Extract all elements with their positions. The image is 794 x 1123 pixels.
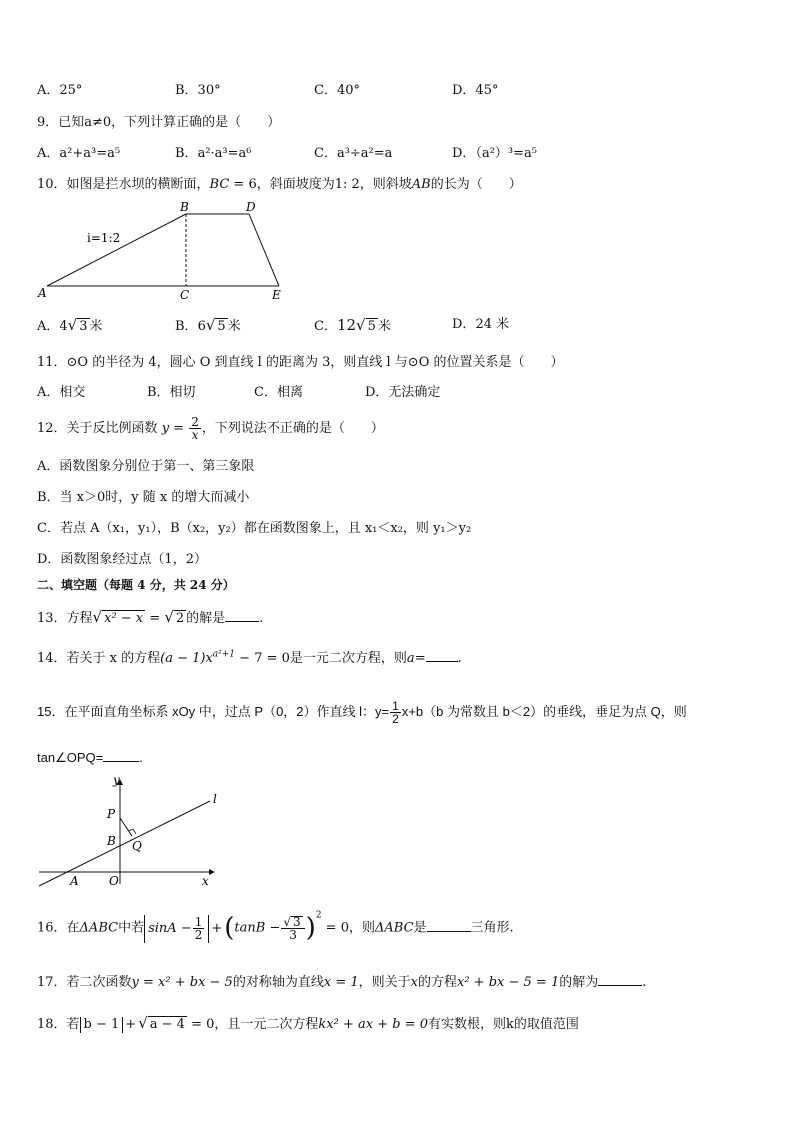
- q10-dam-figure: [30, 200, 300, 304]
- q9-option-a[interactable]: A．a²+a³=a⁵: [37, 146, 121, 161]
- q15-segment-pq: [120, 818, 132, 836]
- q8-option-b[interactable]: B．30°: [175, 83, 221, 98]
- q17-stem: 17．若二次函数y = x² + bx − 5的对称轴为直线x = 1，则关于x的方程x² + bx − 5 = 1的解为 .: [37, 975, 647, 990]
- q10-label-b: B: [180, 200, 189, 214]
- q10-stem: 10．如图是拦水坝的横断面，BC = 6，斜面坡度为1: 2，则斜坡AB的长为（ ）: [37, 177, 522, 192]
- q10-label-d: D: [246, 200, 256, 214]
- q9-option-d[interactable]: D．（a²）³=a⁵: [452, 146, 537, 161]
- q11-stem: 11．⊙O 的半径为 4，圆心 O 到直线 l 的距离为 3，则直线 l 与⊙O 的位置关系是（ ）: [37, 355, 564, 370]
- q15-label-l: l: [213, 792, 217, 806]
- q11-option-a[interactable]: A．相交: [37, 385, 86, 400]
- q8-option-c[interactable]: C．40°: [314, 83, 360, 98]
- q15-label-x: x: [202, 874, 209, 888]
- q10-option-a[interactable]: A．4√ 3 米: [37, 316, 103, 334]
- q15-label-q: Q: [132, 839, 142, 853]
- q15-answer-blank[interactable]: [103, 749, 139, 762]
- q14-stem: 14．若关于 x 的方程$(a - 1)x^{a^2+1} - 7 = 0$是一元二次方程，则a= .: [37, 649, 462, 666]
- q10-option-b[interactable]: B．6√ 5 米: [175, 316, 241, 334]
- q13-answer-blank[interactable]: [225, 609, 259, 622]
- q10-slope-label: i=1:2: [87, 231, 121, 245]
- q10-options: [37, 316, 737, 336]
- q8-options: [37, 82, 737, 100]
- q12-option-d[interactable]: D．函数图象经过点（1，2）: [37, 552, 207, 567]
- q15-label-b: B: [107, 834, 116, 848]
- q10-label-a: A: [38, 286, 47, 300]
- q17-answer-blank[interactable]: [598, 973, 642, 986]
- q9-stem: 9．已知a≠0，下列计算正确的是（ ）: [37, 115, 281, 130]
- q9-option-b[interactable]: B．a²·a³=a⁶: [175, 146, 252, 161]
- q9-options: [37, 145, 737, 163]
- q16-answer-blank[interactable]: [427, 919, 471, 932]
- q15-label-o: O: [109, 874, 119, 888]
- q14-answer-blank[interactable]: [426, 649, 458, 662]
- q10-slope-de: [249, 214, 279, 286]
- q12-option-b[interactable]: B．当 x＞0时，y 随 x 的增大而减小: [37, 490, 250, 505]
- q15-coordinate-figure: [34, 772, 224, 890]
- q10-option-d[interactable]: D．24 米: [452, 317, 510, 332]
- q15-line2: tan∠OPQ= .: [37, 750, 143, 765]
- q11-option-c[interactable]: C．相离: [254, 385, 303, 400]
- section2-title: 二、填空题（每题 4 分，共 24 分）: [37, 578, 235, 592]
- q11-option-d[interactable]: D．无法确定: [365, 385, 441, 400]
- q16-stem: 16．在ΔABC中若 sinA − $\frac{1}{2}$ +(tanB − $\frac{√ 3}{3}$ )$^2$ = 0，则ΔABC是 三角形.: [37, 910, 514, 943]
- q10-label-c: C: [180, 288, 190, 302]
- q12-option-c[interactable]: C．若点 A（x₁，y₁），B（x₂，y₂）都在函数图象上，且 x₁＜x₂，则 y₁＞y₂: [37, 521, 472, 536]
- q15-label-a: A: [70, 874, 79, 888]
- q15-label-y: y: [113, 773, 120, 787]
- q11-option-b[interactable]: B．相切: [147, 385, 196, 400]
- q15-label-p: P: [107, 807, 116, 821]
- q8-option-a[interactable]: A．25°: [37, 83, 83, 98]
- q12-option-a[interactable]: A．函数图象分别位于第一、第三象限: [37, 459, 255, 474]
- q18-stem: 18．若 b − 1 + √ a − 4 = 0，且一元二次方程kx² + ax + b = 0有实数根，则k的取值范围: [37, 1014, 579, 1032]
- q15-stem: 15．在平面直角坐标系 xOy 中，过点 P（0，2）作直线 l：y= $\frac{1}{2}$ x+b（b 为常数且 b＜2）的垂线，垂足为点 Q，则: [37, 699, 687, 727]
- q10-slope-ab: [47, 214, 186, 286]
- q10-option-c[interactable]: C．12√ 5 米: [314, 316, 391, 334]
- q15-line-l: [39, 801, 210, 886]
- q12-stem: 12．关于反比例函数 y = $\frac{2}{x}$ ，下列说法不正确的是（ ）: [37, 415, 384, 442]
- q9-option-c[interactable]: C．a³÷a²=a: [314, 146, 393, 161]
- q11-options: [37, 384, 737, 402]
- q10-label-e: E: [272, 288, 281, 302]
- q8-option-d[interactable]: D．45°: [452, 83, 499, 98]
- q13-stem: 13．方程√ x² − x = √ 2 的解是 .: [37, 608, 264, 626]
